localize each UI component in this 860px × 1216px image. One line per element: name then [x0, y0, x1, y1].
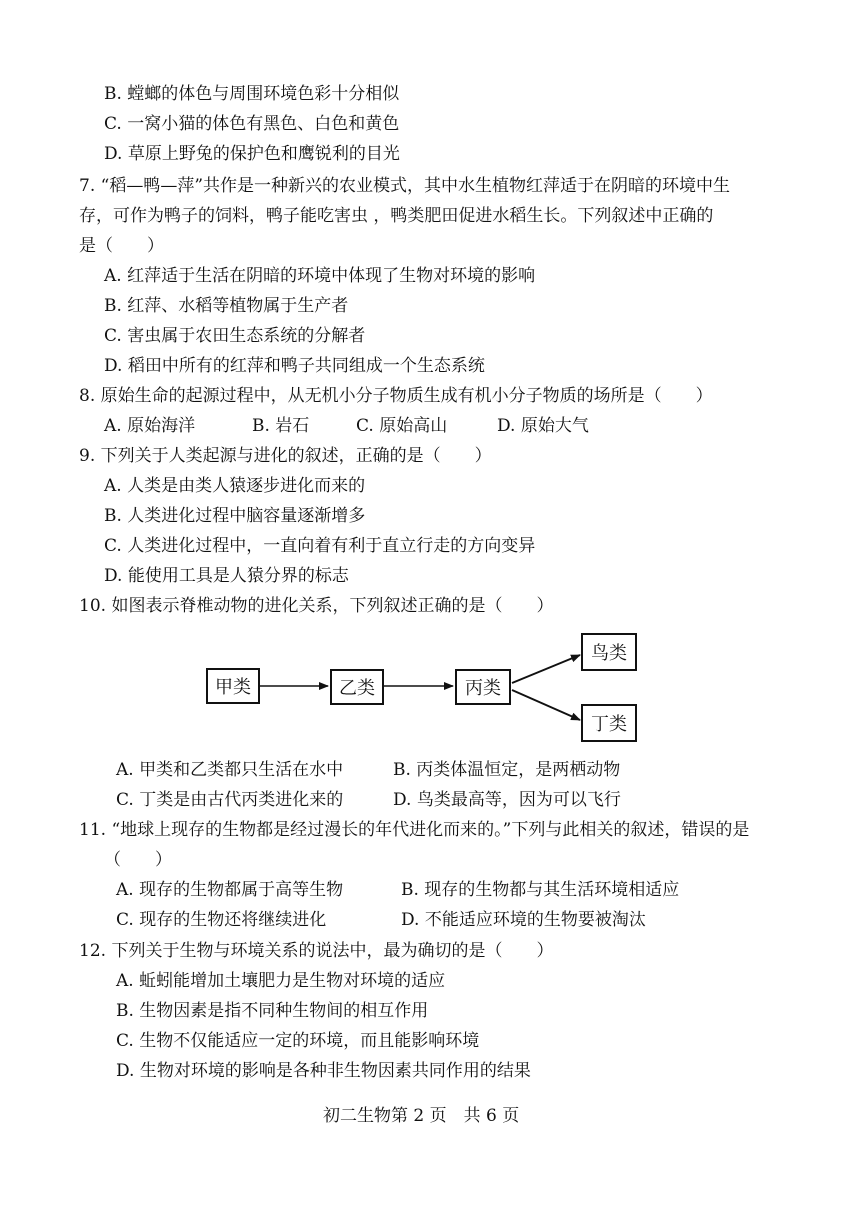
- q10-option-c: C. 丁类是由古代丙类进化来的: [116, 790, 344, 810]
- q12-option-c: C. 生物不仅能适应一定的环境，而且能影响环境: [116, 1031, 480, 1051]
- q11-option-c: C. 现存的生物还将继续进化: [116, 910, 327, 930]
- diagram-label-bing: 丙类: [465, 678, 501, 699]
- q10-option-a: A. 甲类和乙类都只生活在水中: [116, 760, 344, 780]
- arrow-bing-to-niao: [512, 655, 580, 683]
- q7-stem-line3: 是（ ）: [79, 236, 164, 256]
- q12-option-b: B. 生物因素是指不同种生物间的相互作用: [116, 1001, 429, 1021]
- q9-stem: 9. 下列关于人类起源与进化的叙述，正确的是（ ）: [79, 446, 492, 466]
- q8-option-a: A. 原始海洋: [104, 416, 196, 436]
- q8-option-b: B. 岩石: [252, 416, 310, 436]
- q8-option-d: D. 原始大气: [497, 416, 589, 436]
- arrow-bing-to-ding: [512, 690, 580, 720]
- q9-option-d: D. 能使用工具是人猿分界的标志: [104, 566, 349, 586]
- diagram-box-ding: [581, 704, 637, 742]
- q12-option-a: A. 蚯蚓能增加土壤肥力是生物对环境的适应: [116, 971, 446, 991]
- q12-stem: 12. 下列关于生物与环境关系的说法中，最为确切的是（ ）: [79, 941, 554, 961]
- diagram-label-yi: 乙类: [339, 678, 375, 699]
- q11-stem-line1: 11. “地球上现存的生物都是经过漫长的年代进化而来的。”下列与此相关的叙述，错误的是: [79, 820, 750, 840]
- q8-stem: 8. 原始生命的起源过程中，从无机小分子物质生成有机小分子物质的场所是（ ）: [79, 386, 713, 406]
- diagram-box-niao: [581, 633, 637, 671]
- q10-stem: 10. 如图表示脊椎动物的进化关系，下列叙述正确的是（ ）: [79, 596, 554, 616]
- q12-option-d: D. 生物对环境的影响是各种非生物因素共同作用的结果: [116, 1061, 531, 1081]
- q7-option-a: A. 红萍适于生活在阴暗的环境中体现了生物对环境的影响: [104, 266, 536, 286]
- diagram-box-jia: [206, 668, 260, 704]
- q11-stem-line2: （ ）: [104, 850, 172, 870]
- diagram-label-ding: 丁类: [591, 714, 627, 735]
- q9-option-a: A. 人类是由类人猿逐步进化而来的: [104, 476, 366, 496]
- q7-stem-line1: 7. “稻—鸭—萍”共作是一种新兴的农业模式，其中水生植物红萍适于在阴暗的环境中生: [79, 176, 731, 196]
- page-footer: 初二生物第 2 页 共 6 页: [323, 1106, 520, 1126]
- diagram-label-niao: 鸟类: [591, 643, 627, 664]
- q10-option-d: D. 鸟类最高等，因为可以飞行: [393, 790, 621, 810]
- q11-option-a: A. 现存的生物都属于高等生物: [116, 880, 344, 900]
- q10-option-b: B. 丙类体温恒定，是两栖动物: [393, 760, 621, 780]
- q7-option-d: D. 稻田中所有的红萍和鸭子共同组成一个生态系统: [104, 356, 485, 376]
- q6-option-c: C. 一窝小猫的体色有黑色、白色和黄色: [104, 114, 400, 134]
- q7-option-b: B. 红萍、水稻等植物属于生产者: [104, 296, 349, 316]
- q7-option-c: C. 害虫属于农田生态系统的分解者: [104, 326, 366, 346]
- q11-option-b: B. 现存的生物都与其生活环境相适应: [401, 880, 680, 900]
- q9-option-b: B. 人类进化过程中脑容量逐渐增多: [104, 506, 366, 526]
- q6-option-b: B. 螳螂的体色与周围环境色彩十分相似: [104, 84, 400, 104]
- diagram-box-bing: [455, 669, 511, 705]
- q9-option-c: C. 人类进化过程中，一直向着有利于直立行走的方向变异: [104, 536, 536, 556]
- q11-option-d: D. 不能适应环境的生物要被淘汰: [401, 910, 646, 930]
- q8-option-c: C. 原始高山: [356, 416, 448, 436]
- diagram-box-yi: [330, 669, 384, 705]
- q6-option-d: D. 草原上野兔的保护色和鹰锐利的目光: [104, 144, 400, 164]
- q7-stem-line2: 存，可作为鸭子的饲料，鸭子能吃害虫 ，鸭类肥田促进水稻生长。下列叙述中正确的: [79, 206, 714, 226]
- diagram-label-jia: 甲类: [215, 677, 251, 698]
